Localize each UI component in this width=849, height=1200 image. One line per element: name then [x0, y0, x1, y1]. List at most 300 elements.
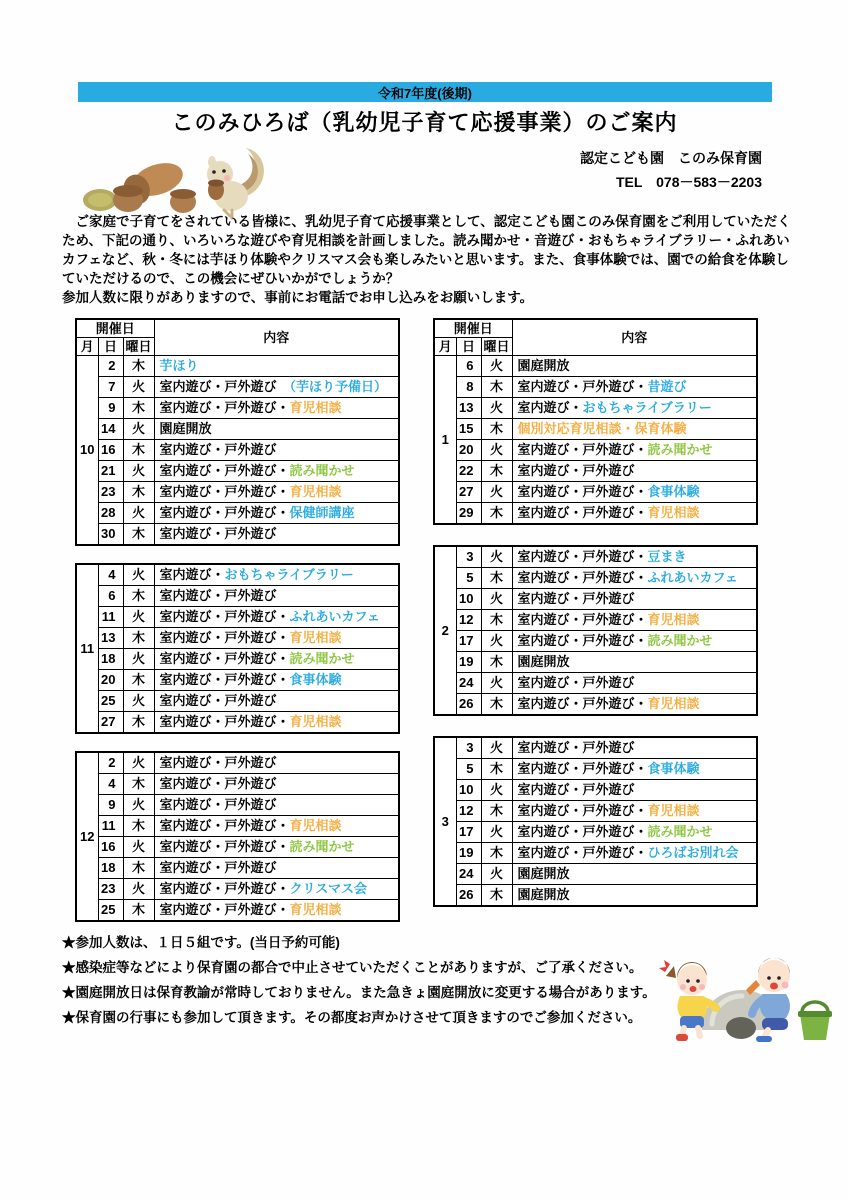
header-content: 内容 [512, 319, 757, 356]
activity-text: ふれあいカフェ [647, 570, 738, 585]
day-cell: 12 [456, 801, 481, 822]
content-cell [512, 461, 757, 482]
weekday-cell: 火 [481, 822, 512, 843]
content-cell [154, 879, 399, 900]
activity-text: 室内遊び・戸外遊び・ [159, 609, 290, 624]
header-day: 日 [456, 338, 481, 356]
day-cell: 25 [98, 691, 123, 712]
intro-paragraph [62, 212, 792, 307]
schedule-row [76, 649, 399, 670]
content-cell [512, 377, 757, 398]
activity-text: 室内遊び・戸外遊び・ [159, 484, 290, 499]
weekday-cell: 木 [123, 440, 154, 461]
header-month: 月 [434, 338, 456, 356]
weekday-cell: 木 [123, 816, 154, 837]
weekday-cell: 火 [123, 503, 154, 524]
activity-text: 室内遊び・戸外遊び・ [517, 803, 648, 818]
weekday-cell: 木 [123, 628, 154, 649]
schedule-row [434, 694, 757, 716]
day-cell: 28 [98, 503, 123, 524]
activity-text: 個別対応育児相談・保育体験 [517, 421, 687, 436]
activity-text: 室内遊び・戸外遊び [517, 740, 635, 755]
content-cell [154, 607, 399, 628]
activity-text: 育児相談 [289, 630, 342, 645]
weekday-cell: 木 [481, 885, 512, 907]
content-cell [154, 670, 399, 691]
activity-text: 室内遊び・戸外遊び [159, 860, 277, 875]
activity-text: 室内遊び・戸外遊び [159, 776, 277, 791]
content-cell [512, 440, 757, 461]
day-cell: 11 [98, 607, 123, 628]
schedule-row [434, 377, 757, 398]
schedule-row [76, 461, 399, 482]
schedule-row [76, 837, 399, 858]
content-cell [512, 822, 757, 843]
schedule-row [76, 816, 399, 837]
activity-text: 育児相談 [647, 803, 700, 818]
fiscal-year-banner: 令和7年度(後期) [78, 82, 772, 102]
notes-list [62, 930, 682, 1030]
header-month: 月 [76, 338, 98, 356]
weekday-cell: 木 [481, 377, 512, 398]
schedule-row [76, 503, 399, 524]
activity-text: 食事体験 [647, 484, 700, 499]
activity-text: 室内遊び・ [159, 567, 225, 582]
weekday-cell: 木 [481, 652, 512, 673]
content-cell [154, 691, 399, 712]
activity-text: 室内遊び・戸外遊び・ [517, 761, 648, 776]
squirrel-icon [80, 140, 275, 220]
activity-text: 室内遊び・戸外遊び [159, 526, 277, 541]
schedule-row [434, 356, 757, 377]
activity-text: 食事体験 [647, 761, 700, 776]
schedule-table-month-1 [433, 318, 758, 525]
schedule-row [434, 673, 757, 694]
content-cell [512, 780, 757, 801]
weekday-cell: 火 [481, 631, 512, 652]
content-cell [154, 795, 399, 816]
day-cell: 6 [98, 586, 123, 607]
activity-text: 室内遊び・戸外遊び [517, 675, 635, 690]
schedule-table-month-3 [433, 736, 758, 907]
activity-text: 室内遊び・戸外遊び・ [159, 630, 290, 645]
weekday-cell: 木 [481, 801, 512, 822]
content-cell [154, 398, 399, 419]
schedule-table-month-12 [75, 751, 400, 922]
content-cell [512, 843, 757, 864]
day-cell: 19 [456, 652, 481, 673]
weekday-cell: 火 [481, 780, 512, 801]
weekday-cell: 木 [123, 774, 154, 795]
day-cell: 5 [456, 568, 481, 589]
schedule-row [434, 398, 757, 419]
content-cell [512, 759, 757, 780]
weekday-cell: 木 [481, 759, 512, 780]
schedule-row [76, 419, 399, 440]
activity-text: 園庭開放 [517, 866, 570, 881]
schedule-row [76, 795, 399, 816]
schedule-row [434, 440, 757, 461]
day-cell: 5 [456, 759, 481, 780]
weekday-cell: 木 [481, 843, 512, 864]
weekday-cell: 火 [123, 795, 154, 816]
activity-text: 室内遊び・戸外遊び・ [517, 696, 648, 711]
activity-text: 室内遊び・戸外遊び・ [159, 672, 290, 687]
schedule-row [76, 712, 399, 734]
weekday-cell: 木 [481, 461, 512, 482]
header-content: 内容 [154, 319, 399, 356]
page-title: このみひろば（乳幼児子育て応援事業）のご案内 [171, 110, 678, 135]
activity-text: 室内遊び・戸外遊び・ [517, 549, 648, 564]
header-day: 日 [98, 338, 123, 356]
day-cell: 11 [98, 816, 123, 837]
weekday-cell: 木 [123, 356, 154, 377]
schedule-row [76, 879, 399, 900]
month-cell: 1 [434, 356, 456, 525]
note-item: ★感染症等などにより保育園の都合で中止させていただくことがありますが、ご了承ください。 [62, 960, 643, 975]
activity-text: 食事体験 [289, 672, 342, 687]
weekday-cell: 火 [123, 377, 154, 398]
day-cell: 21 [98, 461, 123, 482]
month-cell: 10 [76, 356, 98, 546]
schedule-row [76, 900, 399, 922]
activity-text: 室内遊び・戸外遊び [159, 379, 277, 394]
activity-text: 室内遊び・戸外遊び [517, 782, 635, 797]
content-cell [512, 694, 757, 716]
activity-text: ふれあいカフェ [289, 609, 380, 624]
day-cell: 4 [98, 564, 123, 586]
activity-text: 豆まき [647, 549, 687, 564]
weekday-cell: 火 [481, 398, 512, 419]
day-cell: 9 [98, 398, 123, 419]
day-cell: 20 [98, 670, 123, 691]
activity-text: 室内遊び・戸外遊び・ [517, 505, 648, 520]
header-event-date: 開催日 [434, 319, 512, 338]
content-cell [154, 419, 399, 440]
activity-text: 読み聞かせ [289, 463, 355, 478]
content-cell [512, 356, 757, 377]
activity-text: 室内遊び・戸外遊び [159, 755, 277, 770]
weekday-cell: 木 [481, 694, 512, 716]
activity-text: 室内遊び・戸外遊び [517, 591, 635, 606]
schedule-row [434, 652, 757, 673]
header-event-date: 開催日 [76, 319, 154, 338]
content-cell [154, 482, 399, 503]
content-cell [512, 610, 757, 631]
weekday-cell: 木 [123, 858, 154, 879]
activity-text: 室内遊び・戸外遊び・ [159, 505, 290, 520]
content-cell [154, 524, 399, 546]
schedule-row [434, 419, 757, 440]
activity-text: 室内遊び・戸外遊び・ [159, 400, 290, 415]
content-cell [512, 673, 757, 694]
day-cell: 18 [98, 649, 123, 670]
activity-text: 育児相談 [289, 818, 342, 833]
activity-text: 室内遊び・戸外遊び [159, 442, 277, 457]
weekday-cell: 火 [123, 691, 154, 712]
weekday-cell: 火 [481, 864, 512, 885]
activity-text: 園庭開放 [517, 654, 570, 669]
content-cell [512, 398, 757, 419]
activity-text: 育児相談 [647, 696, 700, 711]
weekday-cell: 木 [123, 482, 154, 503]
weekday-cell: 火 [481, 440, 512, 461]
schedule-row [76, 628, 399, 649]
schedule-row [76, 858, 399, 879]
activity-text: 園庭開放 [517, 887, 570, 902]
weekday-cell: 木 [123, 712, 154, 734]
day-cell: 3 [456, 546, 481, 568]
content-cell [512, 568, 757, 589]
day-cell: 4 [98, 774, 123, 795]
content-cell [154, 628, 399, 649]
activity-text: 室内遊び・戸外遊び・ [517, 824, 648, 839]
schedule-row [434, 885, 757, 907]
content-cell [154, 377, 399, 398]
activity-text: 室内遊び・戸外遊び・ [159, 463, 290, 478]
weekday-cell: 火 [123, 419, 154, 440]
activity-text: 読み聞かせ [647, 633, 713, 648]
organization-name: 認定こども園 このみ保育園 [580, 150, 762, 166]
weekday-cell: 火 [123, 837, 154, 858]
children-sandpit-icon [650, 928, 835, 1046]
intro-apply-text: 参加人数に限りがありますので、事前にお電話でお申し込みをお願いします。 [62, 290, 534, 305]
activity-text: 室内遊び・戸外遊び [517, 463, 635, 478]
note-item: ★園庭開放日は保育教諭が常時しておりません。また急きょ園庭開放に変更する場合があります。 [62, 985, 656, 1000]
activity-text: おもちゃライブラリー [582, 400, 712, 415]
day-cell: 14 [98, 419, 123, 440]
weekday-cell: 火 [481, 673, 512, 694]
activity-text: 読み聞かせ [647, 442, 713, 457]
activity-text: 芋ほり [159, 358, 199, 373]
schedule-row [434, 822, 757, 843]
schedule-row [76, 774, 399, 795]
activity-text: 読み聞かせ [289, 839, 355, 854]
activity-text: 育児相談 [289, 714, 342, 729]
day-cell: 10 [456, 780, 481, 801]
activity-text: 育児相談 [289, 902, 342, 917]
content-cell [512, 801, 757, 822]
month-cell: 12 [76, 752, 98, 921]
intro-text: ご家庭で子育てをされている皆様に、乳幼児子育て応援事業として、認定こども園このみ保育園をご利用していただくため、下記の通り、いろいろな遊びや育児相談を計画しました。読み聞かせ・音遊び・おもちゃライブラリー・ふれあいカフェなど、秋・冬には芋ほり体験やクリスマス会も楽しみたいと思います。また、食事体験では、園での給食を体験していただけるので、この機会にぜひいかがでしょうか？ [62, 214, 791, 286]
telephone-number: TEL 078－583－2203 [615, 174, 762, 190]
schedule-row [434, 864, 757, 885]
schedule-row [434, 482, 757, 503]
activity-text: 室内遊び・戸外遊び・ [517, 612, 648, 627]
weekday-cell: 木 [123, 586, 154, 607]
weekday-cell: 木 [123, 524, 154, 546]
weekday-cell: 木 [481, 503, 512, 525]
schedule-row [76, 607, 399, 628]
activity-text: おもちゃライブラリー [224, 567, 354, 582]
content-cell [154, 858, 399, 879]
month-cell: 2 [434, 546, 456, 715]
weekday-cell: 火 [123, 564, 154, 586]
day-cell: 17 [456, 822, 481, 843]
schedule-column-left [75, 318, 400, 939]
schedule-row [434, 759, 757, 780]
day-cell: 25 [98, 900, 123, 922]
weekday-cell: 木 [481, 419, 512, 440]
schedule-row [434, 610, 757, 631]
weekday-cell: 木 [123, 670, 154, 691]
activity-text: 室内遊び・戸外遊び [159, 693, 277, 708]
day-cell: 17 [456, 631, 481, 652]
weekday-cell: 火 [123, 607, 154, 628]
activity-text: ひろばお別れ会 [647, 845, 739, 860]
content-cell [154, 649, 399, 670]
activity-text: 室内遊び・戸外遊び・ [159, 714, 290, 729]
day-cell: 26 [456, 694, 481, 716]
weekday-cell: 火 [123, 461, 154, 482]
schedule-row [76, 586, 399, 607]
activity-text: 室内遊び・戸外遊び・ [159, 902, 290, 917]
content-cell [154, 564, 399, 586]
activity-text: 室内遊び・戸外遊び・ [159, 651, 290, 666]
activity-text: 室内遊び・戸外遊び・ [517, 570, 648, 585]
schedule-row [76, 691, 399, 712]
children-playing-illustration [650, 928, 835, 1051]
day-cell: 24 [456, 864, 481, 885]
activity-text: 読み聞かせ [647, 824, 713, 839]
day-cell: 16 [98, 837, 123, 858]
activity-text: 育児相談 [289, 484, 342, 499]
content-cell [154, 712, 399, 734]
day-cell: 27 [98, 712, 123, 734]
schedule-row [76, 356, 399, 377]
weekday-cell: 火 [481, 356, 512, 377]
content-cell [154, 774, 399, 795]
day-cell: 27 [456, 482, 481, 503]
header-weekday: 曜日 [123, 338, 154, 356]
schedule-row [76, 482, 399, 503]
content-cell [154, 816, 399, 837]
activity-text: 保健師講座 [289, 505, 355, 520]
activity-text: 昔遊び [647, 379, 687, 394]
day-cell: 6 [456, 356, 481, 377]
day-cell: 13 [98, 628, 123, 649]
schedule-row [76, 377, 399, 398]
header-weekday: 曜日 [481, 338, 512, 356]
day-cell: 15 [456, 419, 481, 440]
activity-text: 室内遊び・戸外遊び・ [159, 881, 290, 896]
schedule-row [434, 737, 757, 759]
weekday-cell: 火 [481, 546, 512, 568]
content-cell [512, 482, 757, 503]
activity-text: 室内遊び・戸外遊び・ [517, 845, 648, 860]
content-cell [512, 546, 757, 568]
schedule-row [434, 801, 757, 822]
day-cell: 2 [98, 356, 123, 377]
activity-text: （芋ほり予備日） [276, 379, 388, 394]
schedule-row [76, 670, 399, 691]
weekday-cell: 火 [481, 737, 512, 759]
schedule-row [434, 631, 757, 652]
activity-text: 園庭開放 [517, 358, 570, 373]
month-cell: 11 [76, 564, 98, 733]
day-cell: 8 [456, 377, 481, 398]
schedule-row [76, 524, 399, 546]
weekday-cell: 火 [123, 649, 154, 670]
note-item: ★参加人数は、１日５組です。(当日予約可能) [62, 935, 340, 950]
schedule-row [76, 440, 399, 461]
day-cell: 26 [456, 885, 481, 907]
activity-text: 室内遊び・戸外遊び [159, 588, 277, 603]
schedule-row [434, 843, 757, 864]
schedule-row [434, 589, 757, 610]
activity-text: 室内遊び・ [517, 400, 583, 415]
activity-text: 室内遊び・戸外遊び・ [517, 379, 648, 394]
day-cell: 30 [98, 524, 123, 546]
activity-text: クリスマス会 [289, 881, 367, 896]
schedule-row [76, 398, 399, 419]
weekday-cell: 火 [123, 879, 154, 900]
schedule-row [434, 780, 757, 801]
activity-text: 室内遊び・戸外遊び・ [159, 818, 290, 833]
schedule-column-right [433, 318, 758, 927]
day-cell: 9 [98, 795, 123, 816]
activity-text: 育児相談 [647, 505, 700, 520]
content-cell [512, 589, 757, 610]
activity-text: 園庭開放 [159, 421, 212, 436]
weekday-cell: 火 [481, 482, 512, 503]
weekday-cell: 火 [123, 752, 154, 774]
day-cell: 29 [456, 503, 481, 525]
weekday-cell: 火 [481, 589, 512, 610]
day-cell: 12 [456, 610, 481, 631]
day-cell: 24 [456, 673, 481, 694]
day-cell: 16 [98, 440, 123, 461]
activity-text: 育児相談 [647, 612, 700, 627]
content-cell [512, 503, 757, 525]
schedule-table-month-11 [75, 563, 400, 734]
content-cell [154, 900, 399, 922]
weekday-cell: 木 [123, 398, 154, 419]
day-cell: 20 [456, 440, 481, 461]
weekday-cell: 木 [481, 568, 512, 589]
content-cell [512, 652, 757, 673]
content-cell [154, 837, 399, 858]
activity-text: 育児相談 [289, 400, 342, 415]
activity-text: 室内遊び・戸外遊び [159, 797, 277, 812]
content-cell [512, 631, 757, 652]
content-cell [154, 503, 399, 524]
organization-block [580, 146, 762, 194]
content-cell [512, 864, 757, 885]
note-item: ★保育園の行事にも参加して頂きます。その都度お声かけさせて頂きますのでご参加ください。 [62, 1010, 642, 1025]
schedule-row [434, 568, 757, 589]
content-cell [154, 440, 399, 461]
schedule-row [76, 564, 399, 586]
schedule-table-month-10 [75, 318, 400, 546]
activity-text: 室内遊び・戸外遊び・ [159, 839, 290, 854]
day-cell: 2 [98, 752, 123, 774]
day-cell: 19 [456, 843, 481, 864]
schedule-row [76, 752, 399, 774]
content-cell [154, 461, 399, 482]
day-cell: 13 [456, 398, 481, 419]
content-cell [154, 586, 399, 607]
content-cell [154, 356, 399, 377]
weekday-cell: 木 [123, 900, 154, 922]
month-cell: 3 [434, 737, 456, 906]
day-cell: 18 [98, 858, 123, 879]
content-cell [512, 885, 757, 907]
schedule-row [434, 461, 757, 482]
day-cell: 7 [98, 377, 123, 398]
schedule-table-month-2 [433, 545, 758, 716]
schedule-row [434, 546, 757, 568]
